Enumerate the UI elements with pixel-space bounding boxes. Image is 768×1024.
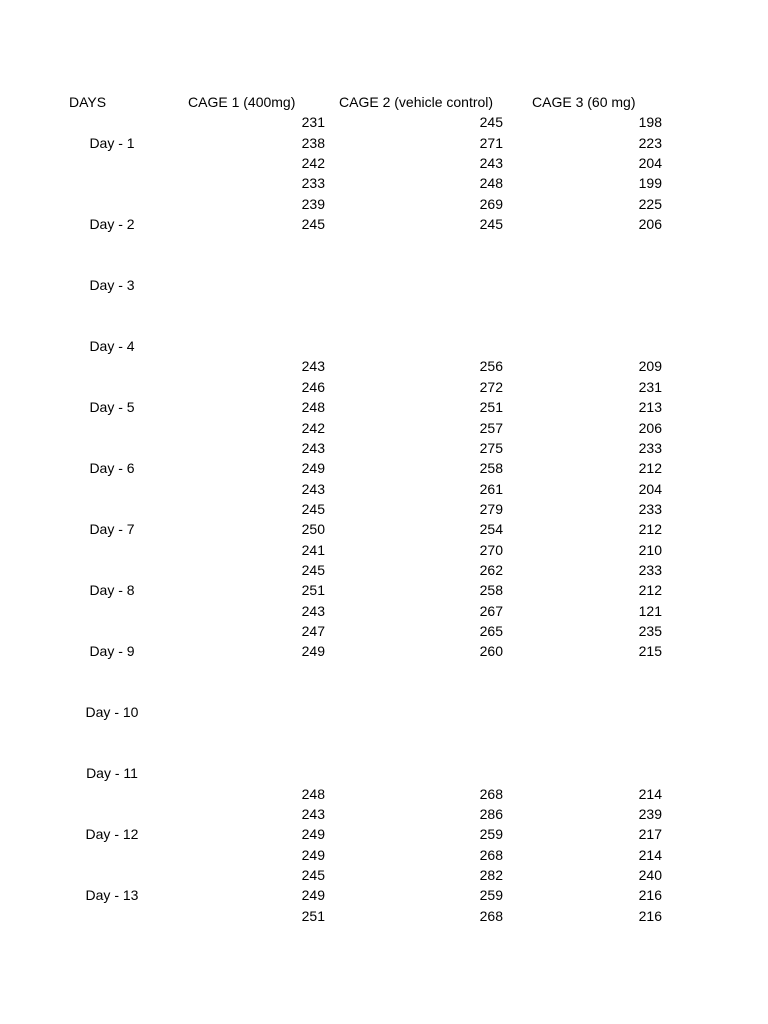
cage-2-cell[interactable]: 248: [479, 175, 503, 192]
cage-1-cell[interactable]: 231: [301, 114, 325, 131]
cage-1-cell[interactable]: 233: [301, 175, 325, 192]
day-cell[interactable]: Day - 7: [89, 521, 135, 538]
cage-1-cell[interactable]: 242: [301, 419, 325, 436]
cage-3-cell[interactable]: 121: [638, 602, 662, 619]
table-row: [0, 438, 768, 458]
cage-2-cell[interactable]: 259: [479, 887, 503, 904]
cage-3-cell[interactable]: 233: [638, 500, 662, 517]
cage-3-cell[interactable]: 210: [638, 541, 662, 558]
cage-2-cell[interactable]: 282: [479, 867, 503, 884]
table-row: [0, 194, 768, 214]
data-rows: [0, 112, 768, 926]
table-row: [0, 499, 768, 519]
cage-1-cell[interactable]: 245: [301, 500, 325, 517]
cage-3-cell[interactable]: 216: [638, 887, 662, 904]
cage-2-cell[interactable]: 260: [479, 643, 503, 660]
table-row: [0, 601, 768, 621]
table-row: [0, 479, 768, 499]
cage-1-cell[interactable]: 245: [301, 867, 325, 884]
cage-2-cell[interactable]: 258: [479, 460, 503, 477]
day-cell[interactable]: Day - 4: [89, 338, 135, 355]
cage-2-cell[interactable]: 245: [479, 114, 503, 131]
day-cell[interactable]: Day - 10: [85, 704, 139, 721]
cage-2-cell[interactable]: 271: [479, 134, 503, 151]
table-row: [0, 560, 768, 580]
table-row: [0, 804, 768, 824]
cage-1-cell[interactable]: 245: [301, 561, 325, 578]
day-cell[interactable]: Day - 1: [89, 134, 135, 151]
table-row: [0, 397, 768, 417]
table-row: [0, 377, 768, 397]
table-row: [0, 580, 768, 600]
cage-3-cell[interactable]: 199: [638, 175, 662, 192]
table-row: [0, 702, 768, 722]
cage-3-cell[interactable]: 233: [638, 439, 662, 456]
cage-3-cell[interactable]: 217: [638, 826, 662, 843]
table-row: [0, 519, 768, 539]
cage-1-cell[interactable]: 238: [301, 134, 325, 151]
table-row: [0, 112, 768, 132]
cage-2-cell[interactable]: 243: [479, 155, 503, 172]
cage-1-cell[interactable]: 247: [301, 622, 325, 639]
table-row: [0, 824, 768, 844]
table-row: [0, 621, 768, 641]
table-row: [0, 784, 768, 804]
header-cage-3[interactable]: CAGE 3 (60 mg): [532, 94, 636, 110]
table-row: [0, 641, 768, 661]
table-row: [0, 418, 768, 438]
table-row: [0, 906, 768, 926]
cage-3-cell[interactable]: 212: [638, 460, 662, 477]
table-row: [0, 173, 768, 193]
cage-3-cell[interactable]: 212: [638, 521, 662, 538]
cage-3-cell[interactable]: 240: [638, 867, 662, 884]
cage-2-cell[interactable]: 270: [479, 541, 503, 558]
day-cell[interactable]: Day - 5: [89, 399, 135, 416]
cage-2-cell[interactable]: 268: [479, 907, 503, 924]
cage-2-cell[interactable]: 269: [479, 195, 503, 212]
day-cell[interactable]: Day - 6: [89, 460, 135, 477]
cage-1-cell[interactable]: 243: [301, 806, 325, 823]
cage-3-cell[interactable]: 209: [638, 358, 662, 375]
day-cell[interactable]: Day - 12: [85, 826, 139, 843]
table-row: [0, 316, 768, 336]
table-row: [0, 275, 768, 295]
cage-1-cell[interactable]: 251: [301, 582, 325, 599]
cage-3-cell[interactable]: 215: [638, 643, 662, 660]
cage-2-cell[interactable]: 254: [479, 521, 503, 538]
cage-1-cell[interactable]: 243: [301, 358, 325, 375]
cage-2-cell[interactable]: 275: [479, 439, 503, 456]
cage-2-cell[interactable]: 245: [479, 216, 503, 233]
table-row: [0, 356, 768, 376]
cage-3-cell[interactable]: 206: [638, 419, 662, 436]
table-row: [0, 723, 768, 743]
cage-2-cell[interactable]: 272: [479, 378, 503, 395]
cage-3-cell[interactable]: 213: [638, 399, 662, 416]
day-cell[interactable]: Day - 3: [89, 277, 135, 294]
cage-1-cell[interactable]: 248: [301, 399, 325, 416]
cage-1-cell[interactable]: 249: [301, 460, 325, 477]
table-row: [0, 336, 768, 356]
cage-3-cell[interactable]: 206: [638, 216, 662, 233]
table-row: [0, 214, 768, 234]
cage-2-cell[interactable]: 258: [479, 582, 503, 599]
cage-2-cell[interactable]: 268: [479, 785, 503, 802]
cage-3-cell[interactable]: 235: [638, 622, 662, 639]
cage-2-cell[interactable]: 257: [479, 419, 503, 436]
table-row: [0, 295, 768, 315]
header-cage-2[interactable]: CAGE 2 (vehicle control): [339, 94, 494, 110]
cage-3-cell[interactable]: 225: [638, 195, 662, 212]
cage-1-cell[interactable]: 250: [301, 521, 325, 538]
day-cell[interactable]: Day - 11: [86, 765, 138, 782]
table-row: [0, 682, 768, 702]
table-row: [0, 865, 768, 885]
cage-2-cell[interactable]: 268: [479, 846, 503, 863]
cage-1-cell[interactable]: 242: [301, 155, 325, 172]
table-row: [0, 662, 768, 682]
table-row: [0, 885, 768, 905]
cage-3-cell[interactable]: 204: [638, 480, 662, 497]
day-cell[interactable]: Day - 8: [89, 582, 135, 599]
cage-1-cell[interactable]: 245: [301, 216, 325, 233]
cage-3-cell[interactable]: 216: [638, 907, 662, 924]
cage-3-cell[interactable]: 198: [638, 114, 662, 131]
cage-3-cell[interactable]: 233: [638, 561, 662, 578]
cage-2-cell[interactable]: 259: [479, 826, 503, 843]
cage-1-cell[interactable]: 243: [301, 439, 325, 456]
cage-1-cell[interactable]: 239: [301, 195, 325, 212]
table-row: [0, 743, 768, 763]
cage-1-cell[interactable]: 249: [301, 643, 325, 660]
table-row: [0, 540, 768, 560]
table-row: [0, 458, 768, 478]
cage-3-cell[interactable]: 214: [638, 785, 662, 802]
cage-1-cell[interactable]: 249: [301, 887, 325, 904]
cage-2-cell[interactable]: 265: [479, 622, 503, 639]
cage-3-cell[interactable]: 212: [638, 582, 662, 599]
cage-1-cell[interactable]: 241: [301, 541, 325, 558]
cage-1-cell[interactable]: 249: [301, 826, 325, 843]
cage-3-cell[interactable]: 223: [638, 134, 662, 151]
cage-2-cell[interactable]: 261: [479, 480, 503, 497]
cage-3-cell[interactable]: 214: [638, 846, 662, 863]
cage-1-cell[interactable]: 248: [301, 785, 325, 802]
table-row: [0, 255, 768, 275]
day-cell[interactable]: Day - 2: [89, 216, 135, 233]
cage-3-cell[interactable]: 204: [638, 155, 662, 172]
cage-1-cell[interactable]: 243: [301, 480, 325, 497]
cage-2-cell[interactable]: 286: [479, 806, 503, 823]
cage-2-cell[interactable]: 279: [479, 500, 503, 517]
header-row: [0, 92, 768, 112]
table-row: [0, 763, 768, 783]
cage-2-cell[interactable]: 262: [479, 561, 503, 578]
table-row: [0, 845, 768, 865]
cage-1-cell[interactable]: 243: [301, 602, 325, 619]
day-cell[interactable]: Day - 9: [89, 643, 135, 660]
cage-2-cell[interactable]: 267: [479, 602, 503, 619]
table-row: [0, 234, 768, 254]
cage-1-cell[interactable]: 251: [301, 907, 325, 924]
cage-2-cell[interactable]: 251: [479, 399, 503, 416]
spreadsheet: [0, 92, 768, 926]
header-days[interactable]: DAYS: [69, 94, 107, 110]
cage-1-cell[interactable]: 249: [301, 846, 325, 863]
cage-2-cell[interactable]: 256: [479, 358, 503, 375]
cage-3-cell[interactable]: 231: [638, 378, 662, 395]
cage-3-cell[interactable]: 239: [638, 806, 662, 823]
day-cell[interactable]: Day - 13: [85, 887, 139, 904]
table-row: [0, 153, 768, 173]
header-cage-1[interactable]: CAGE 1 (400mg): [188, 94, 296, 110]
table-row: [0, 133, 768, 153]
cage-1-cell[interactable]: 246: [301, 378, 325, 395]
